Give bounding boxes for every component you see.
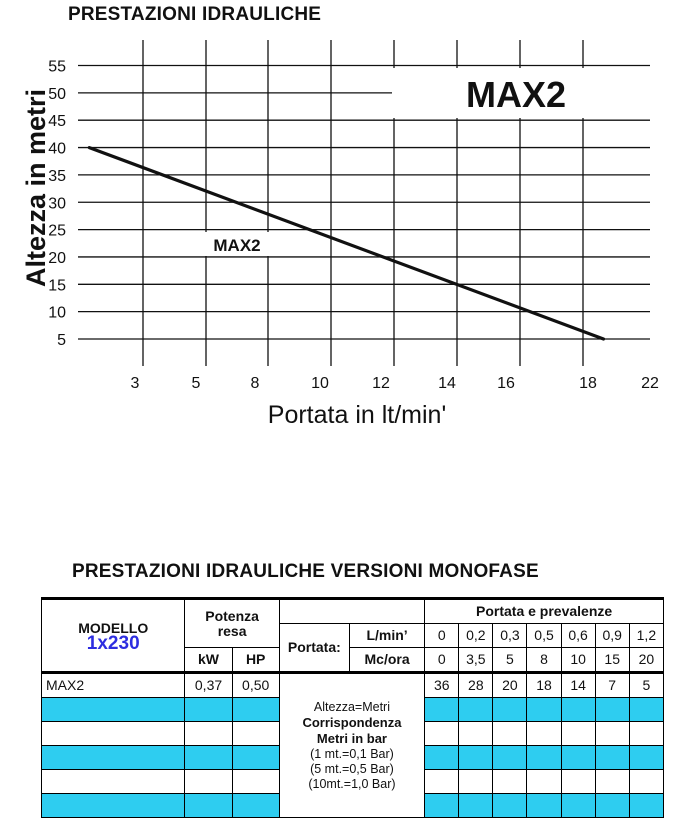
empty-cell xyxy=(493,794,527,818)
mcora-value: 15 xyxy=(595,648,629,673)
performance-table xyxy=(41,597,664,818)
empty-cell xyxy=(561,746,595,770)
x-tick-label: 3 xyxy=(130,375,140,392)
empty-cell xyxy=(595,698,629,722)
hp-label: HP xyxy=(232,648,279,673)
model-label: MODELLO xyxy=(78,619,149,636)
hp-value: 0,50 xyxy=(232,673,279,698)
prevalenze-header: Portata e prevalenze xyxy=(425,599,664,624)
chart-section-title: PRESTAZIONI IDRAULICHE xyxy=(68,4,322,25)
y-tick-label: 15 xyxy=(48,277,66,295)
empty-cell xyxy=(459,794,493,818)
empty-cell xyxy=(595,746,629,770)
y-tick-label: 10 xyxy=(48,304,66,322)
table-section-title: PRESTAZIONI IDRAULICHE VERSIONI MONOFASE xyxy=(72,561,539,582)
y-axis-label: Altezza in metri xyxy=(21,88,51,288)
empty-cell xyxy=(629,722,663,746)
empty-cell xyxy=(42,794,185,818)
kw-label: kW xyxy=(185,648,232,673)
lmin-value: 0,2 xyxy=(459,624,493,648)
empty-cell xyxy=(232,698,279,722)
head-value: 5 xyxy=(629,673,663,698)
note-line: Corrispondenza xyxy=(302,714,402,730)
x-tick-label: 14 xyxy=(438,375,456,392)
model-name-cell: MAX2 xyxy=(42,673,185,698)
x-tick-label: 5 xyxy=(191,375,201,392)
empty-cell xyxy=(527,722,561,746)
empty-cell xyxy=(629,794,663,818)
empty-cell xyxy=(561,722,595,746)
mcora-label: Mc/ora xyxy=(349,648,424,673)
empty-cell xyxy=(527,746,561,770)
head-value: 36 xyxy=(425,673,459,698)
empty-cell xyxy=(425,794,459,818)
empty-cell xyxy=(42,722,185,746)
y-tick-label: 30 xyxy=(48,195,66,213)
mcora-value: 5 xyxy=(493,648,527,673)
empty-cell xyxy=(459,722,493,746)
head-value: 18 xyxy=(527,673,561,698)
head-value: 28 xyxy=(459,673,493,698)
x-axis-label: Portata in lt/min' xyxy=(267,401,447,429)
note-line: (10mt.=1,0 Bar) xyxy=(308,776,396,791)
mcora-value: 3,5 xyxy=(459,648,493,673)
lmin-value: 0,6 xyxy=(561,624,595,648)
series-line-max2 xyxy=(89,148,603,339)
empty-cell xyxy=(595,770,629,794)
lmin-value: 0,5 xyxy=(527,624,561,648)
empty-cell xyxy=(493,722,527,746)
head-value: 7 xyxy=(595,673,629,698)
empty-cell xyxy=(42,770,185,794)
empty-cell xyxy=(185,746,232,770)
empty-cell xyxy=(232,746,279,770)
empty-cell xyxy=(629,746,663,770)
empty-cell xyxy=(425,722,459,746)
empty-cell xyxy=(561,698,595,722)
empty-cell xyxy=(185,698,232,722)
lmin-value: 1,2 xyxy=(629,624,663,648)
power-header: Potenza resa xyxy=(185,599,279,648)
empty-cell xyxy=(527,770,561,794)
model-voltage: 1x230 xyxy=(86,632,140,654)
empty-cell xyxy=(527,794,561,818)
head-value: 20 xyxy=(493,673,527,698)
mcora-value: 0 xyxy=(425,648,459,673)
empty-cell xyxy=(527,698,561,722)
kw-value: 0,37 xyxy=(185,673,232,698)
lmin-value: 0,3 xyxy=(493,624,527,648)
y-tick-label: 40 xyxy=(48,140,66,158)
empty-cell xyxy=(595,722,629,746)
conversion-note xyxy=(279,673,424,818)
chart-series xyxy=(89,148,603,339)
empty-cell xyxy=(493,698,527,722)
empty-cell xyxy=(561,794,595,818)
mcora-value: 10 xyxy=(561,648,595,673)
y-tick-label: 50 xyxy=(48,85,66,103)
empty-cell xyxy=(629,698,663,722)
note-line: Metri in bar xyxy=(316,730,387,746)
head-value: 14 xyxy=(561,673,595,698)
empty-cell xyxy=(232,770,279,794)
empty-cell xyxy=(425,770,459,794)
empty-cell xyxy=(425,698,459,722)
empty-cell xyxy=(493,746,527,770)
empty-cell xyxy=(459,746,493,770)
empty-cell xyxy=(232,722,279,746)
chart-title: MAX2 xyxy=(465,74,567,115)
lmin-label: L/min’ xyxy=(349,624,424,648)
empty-cell xyxy=(493,770,527,794)
empty-cell xyxy=(459,698,493,722)
mcora-value: 8 xyxy=(527,648,561,673)
note-line: Altezza=Metri xyxy=(313,699,390,714)
x-tick-label: 10 xyxy=(311,375,329,392)
empty-cell xyxy=(561,770,595,794)
x-tick-label: 16 xyxy=(497,375,515,392)
empty-cell xyxy=(185,794,232,818)
x-tick-label: 8 xyxy=(250,375,260,392)
lmin-value: 0 xyxy=(425,624,459,648)
empty-cell xyxy=(459,770,493,794)
lmin-value: 0,9 xyxy=(595,624,629,648)
empty-cell xyxy=(42,698,185,722)
y-tick-label: 5 xyxy=(57,332,66,349)
x-tick-label: 22 xyxy=(641,375,659,392)
empty-cell xyxy=(232,794,279,818)
mcora-value: 20 xyxy=(629,648,663,673)
note-line: (1 mt.=0,1 Bar) xyxy=(310,746,394,761)
y-tick-label: 35 xyxy=(48,167,66,185)
empty-cell xyxy=(42,746,185,770)
empty-cell xyxy=(425,746,459,770)
empty-cell xyxy=(595,794,629,818)
series-label: MAX2 xyxy=(213,236,261,255)
note-line: (5 mt.=0,5 Bar) xyxy=(310,761,394,776)
empty-cell xyxy=(185,770,232,794)
empty-cell xyxy=(185,722,232,746)
y-tick-label: 55 xyxy=(48,58,66,76)
portata-label: Portata: xyxy=(279,624,349,673)
x-tick-label: 18 xyxy=(579,375,597,392)
y-tick-label: 45 xyxy=(48,113,66,131)
x-tick-label: 12 xyxy=(372,375,390,392)
model-header-cell xyxy=(42,599,185,673)
y-tick-label: 20 xyxy=(48,249,66,267)
empty-cell xyxy=(629,770,663,794)
y-tick-label: 25 xyxy=(48,222,66,240)
portata-header-spacer xyxy=(279,599,424,624)
